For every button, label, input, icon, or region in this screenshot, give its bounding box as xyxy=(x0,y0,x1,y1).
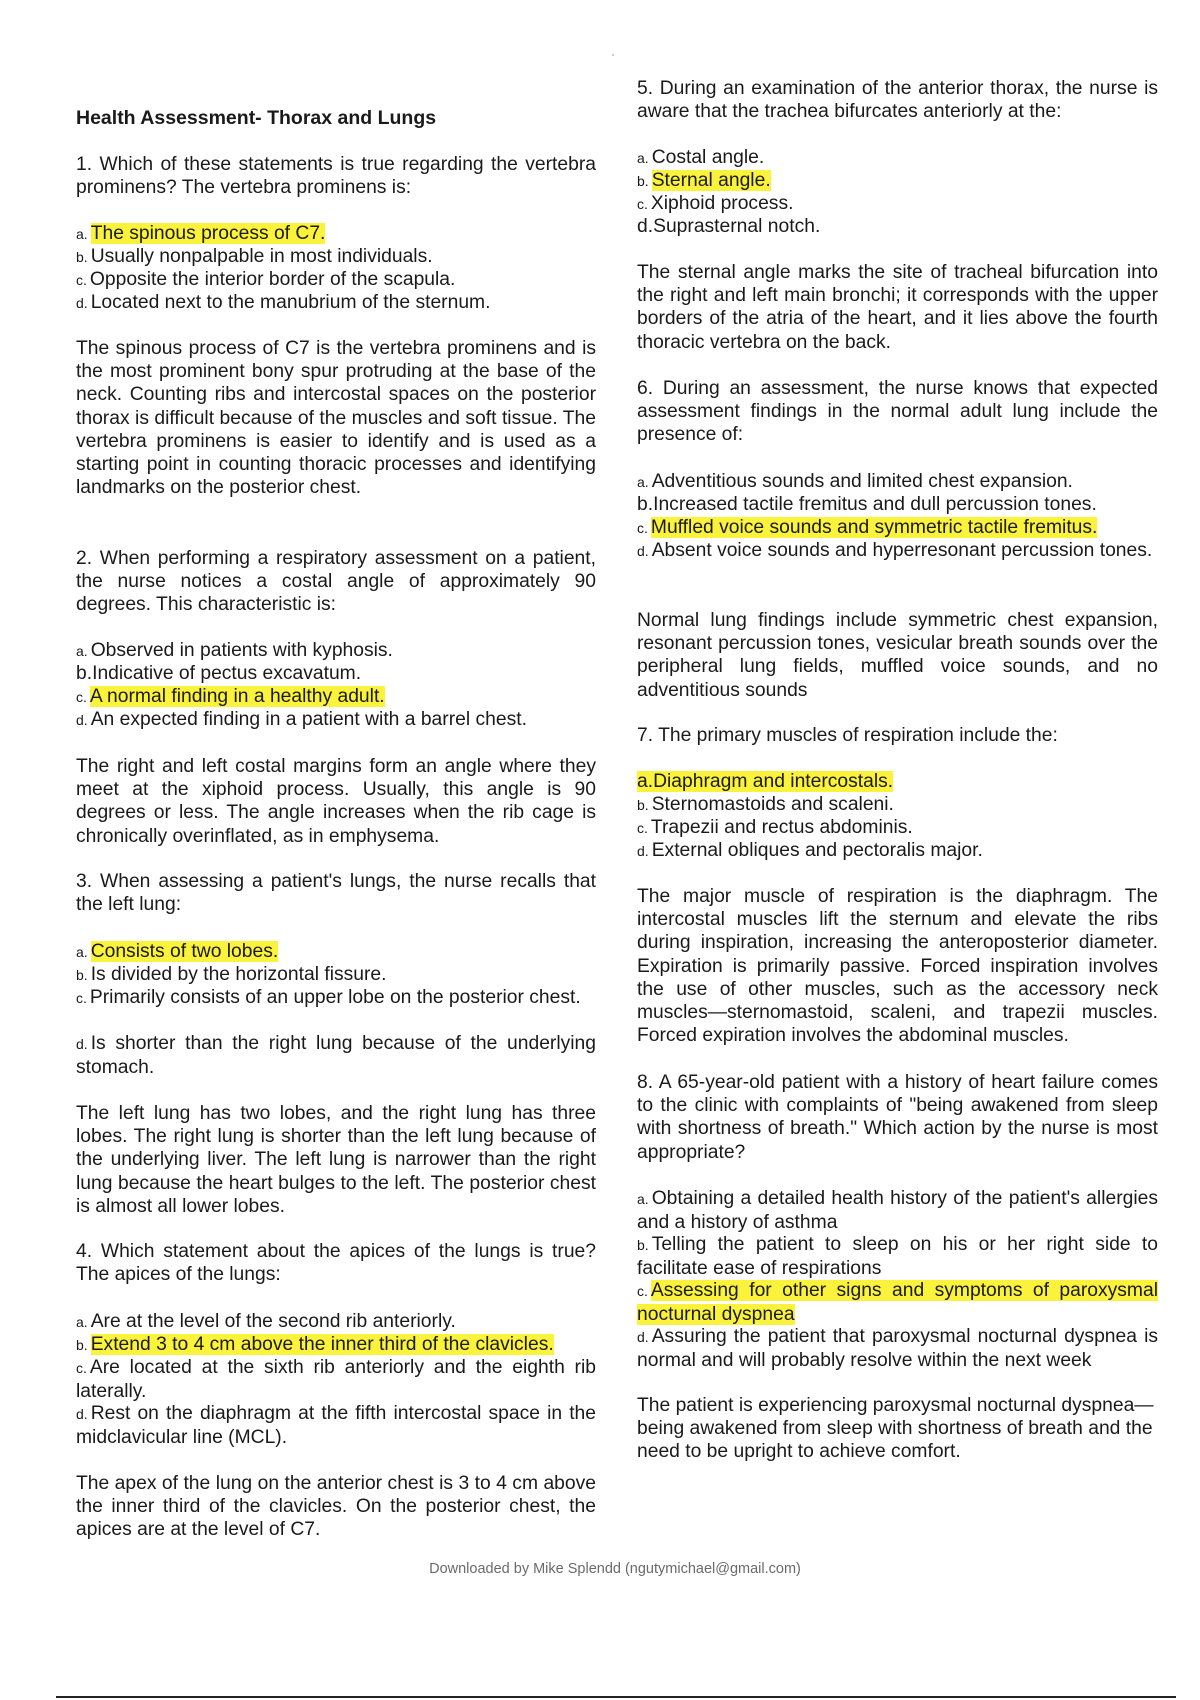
option-label: c. xyxy=(637,520,648,536)
q4-option-b xyxy=(76,1333,596,1357)
option-label: c. xyxy=(637,820,648,836)
option-label: c. xyxy=(76,990,87,1006)
option-label: a. xyxy=(76,643,88,659)
q6-option-d xyxy=(637,539,1158,563)
option-label: d. xyxy=(637,1329,649,1345)
option-text: Telling the patient to sleep on his or her right side to facilitate ease of respirations xyxy=(637,1234,1158,1280)
q7-rationale: The major muscle of respiration is the diaphragm. The intercostal muscles lift the sternum and elevate the ribs during inspiration, increasing the anteroposterior diameter. Expiration is primarily passive. Forced inspiration involves the use of other muscles, such as the accessory neck muscles—sternomastoid, scaleni, and trapezii muscles. Forced expiration involves the abdominal muscles. xyxy=(637,886,1158,1047)
option-label: b. xyxy=(637,797,649,813)
option-text: Primarily consists of an upper lobe on the posterior chest. xyxy=(89,987,581,1008)
q6-option-c xyxy=(637,516,1158,540)
q4-option-a xyxy=(76,1310,596,1334)
option-label: a. xyxy=(76,944,88,960)
q1-option-a xyxy=(76,222,596,246)
option-text: External obliques and pectoralis major. xyxy=(651,840,983,861)
q4-question: 4. Which statement about the apices of the lungs is true? The apices of the lungs: xyxy=(76,1241,596,1286)
option-label: b. xyxy=(76,1337,88,1353)
option-label: b. xyxy=(637,1237,649,1253)
option-text: Is divided by the horizontal fissure. xyxy=(90,964,387,985)
q5-option-a xyxy=(637,146,1158,170)
q1-rationale: The spinous process of C7 is the vertebra prominens and is the most prominent bony spur protruding at the base of the neck. Counting ribs and intercostal spaces on the posterior thorax is difficult because of the muscles and soft tissue. The vertebra prominens is easier to identify and is used as a starting point in counting thoracic processes and identifying landmarks on the posterior chest. xyxy=(76,338,596,499)
option-text: Assuring the patient that paroxysmal nocturnal dyspnea is normal and will probably resolve within the next week xyxy=(637,1326,1158,1372)
option-label: a. xyxy=(637,1191,649,1207)
option-text: Xiphoid process. xyxy=(650,193,794,214)
option-text: Sternomastoids and scaleni. xyxy=(651,794,894,815)
q8-option-a xyxy=(637,1187,1158,1234)
option-label: d. xyxy=(76,1036,88,1052)
q2-option-c xyxy=(76,685,596,709)
option-text-correct: The spinous process of C7. xyxy=(90,223,326,244)
option-label: c. xyxy=(637,196,648,212)
q5-question: 5. During an examination of the anterior thorax, the nurse is aware that the trachea bifurcates anteriorly at the: xyxy=(637,78,1158,123)
option-label: d. xyxy=(76,295,88,311)
q7-option-a xyxy=(637,770,1158,793)
q1-question: 1. Which of these statements is true regarding the vertebra prominens? The vertebra prominens is: xyxy=(76,154,596,199)
option-label: c. xyxy=(76,272,87,288)
q4-option-d xyxy=(76,1402,596,1449)
option-label: d. xyxy=(637,216,654,237)
option-text: Usually nonpalpable in most individuals. xyxy=(90,246,433,267)
q5-rationale: The sternal angle marks the site of tracheal bifurcation into the right and left main bronchi; it corresponds with the upper borders of the atria of the heart, and it lies above the fourth thoracic vertebra on the back. xyxy=(637,262,1158,353)
q6-rationale: Normal lung findings include symmetric chest expansion, resonant percussion tones, vesicular breath sounds over the peripheral lung fields, muffled voice sounds, and no adventitious sounds xyxy=(637,610,1158,701)
page-title: Health Assessment- Thorax and Lungs xyxy=(76,107,437,129)
q6-option-a xyxy=(637,470,1158,494)
q7-option-b xyxy=(637,793,1158,817)
option-label: b. xyxy=(637,494,654,515)
option-label: c. xyxy=(76,1360,87,1376)
option-text: Obtaining a detailed health history of the patient's allergies and a history of asthma xyxy=(637,1188,1158,1234)
option-text: Suprasternal notch. xyxy=(653,216,821,237)
option-label: b. xyxy=(76,967,88,983)
q8-question: 8. A 65-year-old patient with a history of heart failure comes to the clinic with complaints of "being awakened from sleep with shortness of breath." Which action by the nurse is most appropriate? xyxy=(637,1072,1158,1163)
option-text: Rest on the diaphragm at the fifth intercostal space in the midclavicular line (MCL). xyxy=(76,1403,596,1449)
option-label: d. xyxy=(637,543,649,559)
q2-rationale: The right and left costal margins form an angle where they meet at the xiphoid process. Usually, this angle is 90 degrees or less. The angle increases when the rib cage is chronically overinflated, as in emphysema. xyxy=(76,756,596,847)
option-text: Adventitious sounds and limited chest expansion. xyxy=(651,471,1073,492)
option-text-correct: Assessing for other signs and symptoms of paroxysmal nocturnal dyspnea xyxy=(637,1280,1158,1326)
q7-question: 7. The primary muscles of respiration include the: xyxy=(637,725,1058,746)
option-text: Are at the level of the second rib anteriorly. xyxy=(90,1311,456,1332)
q4-rationale: The apex of the lung on the anterior chest is 3 to 4 cm above the inner third of the clavicles. On the posterior chest, the apices are at the level of C7. xyxy=(76,1473,596,1541)
option-label: d. xyxy=(76,712,88,728)
option-text-correct: A normal finding in a healthy adult. xyxy=(89,686,385,707)
option-label: d. xyxy=(637,843,649,859)
q1-option-c xyxy=(76,268,596,292)
q3-option-b xyxy=(76,963,596,987)
q3-rationale: The left lung has two lobes, and the right lung has three lobes. The right lung is shorter than the left lung because of the underlying liver. The left lung is narrower than the right lung because the heart bulges to the left. The posterior chest is almost all lower lobes. xyxy=(76,1103,596,1217)
q8-option-c xyxy=(637,1279,1158,1326)
q1-option-d xyxy=(76,291,596,315)
option-label: b. xyxy=(76,663,93,684)
option-text: Opposite the interior border of the scapula. xyxy=(89,269,456,290)
option-text: Indicative of pectus excavatum. xyxy=(92,663,362,684)
q2-option-b xyxy=(76,662,596,685)
option-text-correct: Diaphragm and intercostals. xyxy=(653,771,894,792)
option-label: c. xyxy=(76,689,87,705)
option-label: b. xyxy=(637,173,649,189)
q5-option-b xyxy=(637,169,1158,193)
option-text-correct: Muffled voice sounds and symmetric tactile fremitus. xyxy=(650,517,1098,538)
q8-rationale: The patient is experiencing paroxysmal nocturnal dyspnea—being awakened from sleep with shortness of breath and the need to be upright to achieve comfort. xyxy=(637,1395,1154,1463)
option-text: An expected finding in a patient with a barrel chest. xyxy=(90,709,527,730)
option-text: Trapezii and rectus abdominis. xyxy=(650,817,913,838)
q4-option-c xyxy=(76,1356,596,1403)
option-label: d. xyxy=(76,1406,88,1422)
download-footer: Downloaded by Mike Splendd (ngutymichael@gmail.com) xyxy=(429,1561,801,1577)
stray-dot xyxy=(612,54,614,56)
option-text: Absent voice sounds and hyperresonant percussion tones. xyxy=(651,540,1153,561)
option-label: a. xyxy=(637,474,649,490)
option-label: a. xyxy=(637,771,654,792)
q5-option-c xyxy=(637,192,1158,216)
option-text: Located next to the manubrium of the sternum. xyxy=(90,292,491,313)
option-label: a. xyxy=(76,1314,88,1330)
option-text: Observed in patients with kyphosis. xyxy=(90,640,393,661)
option-label: c. xyxy=(637,1283,648,1299)
q2-option-d xyxy=(76,708,596,732)
q3-option-d xyxy=(76,1032,596,1079)
q3-question: 3. When assessing a patient's lungs, the nurse recalls that the left lung: xyxy=(76,871,596,916)
q6-option-b xyxy=(637,493,1158,516)
option-text: Costal angle. xyxy=(651,147,765,168)
option-label: b. xyxy=(76,249,88,265)
q8-option-d xyxy=(637,1325,1158,1372)
q6-question: 6. During an assessment, the nurse knows that expected assessment findings in the normal adult lung include the presence of: xyxy=(637,378,1158,446)
q1-option-b xyxy=(76,245,596,269)
bottom-divider xyxy=(56,1696,1176,1698)
option-text: Increased tactile fremitus and dull percussion tones. xyxy=(653,494,1097,515)
q7-option-d xyxy=(637,839,1158,863)
option-label: a. xyxy=(637,150,649,166)
q2-option-a xyxy=(76,639,596,663)
option-label: a. xyxy=(76,226,88,242)
q8-option-b xyxy=(637,1233,1158,1280)
q5-option-d xyxy=(637,215,1158,238)
option-text-correct: Extend 3 to 4 cm above the inner third of the clavicles. xyxy=(90,1334,554,1355)
option-text: Are located at the sixth rib anteriorly and the eighth rib laterally. xyxy=(76,1357,596,1403)
option-text-correct: Consists of two lobes. xyxy=(90,941,279,962)
q3-option-c xyxy=(76,986,596,1010)
q3-option-a xyxy=(76,940,596,964)
q7-option-c xyxy=(637,816,1158,840)
q2-question: 2. When performing a respiratory assessment on a patient, the nurse notices a costal angle of approximately 90 degrees. This characteristic is: xyxy=(76,548,596,616)
option-text-correct: Sternal angle. xyxy=(651,170,771,191)
option-text: Is shorter than the right lung because of the underlying stomach. xyxy=(76,1033,596,1079)
